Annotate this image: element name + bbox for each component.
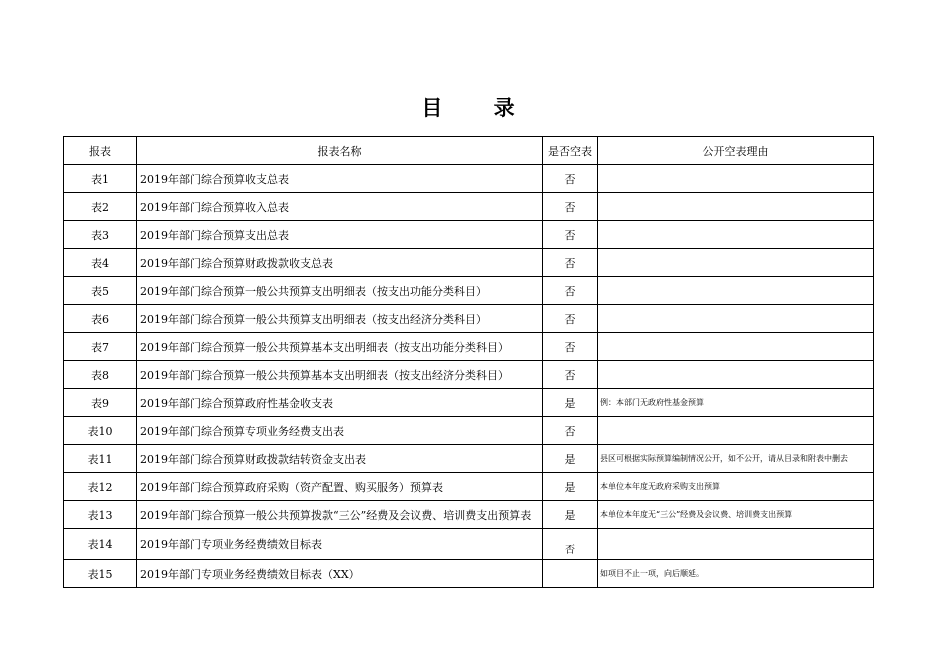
is-empty-cell: 否 — [543, 361, 598, 389]
report-name-cell: 2019年部门综合预算收入总表 — [137, 193, 543, 221]
report-name-cell: 2019年部门专项业务经费绩效目标表 — [137, 529, 543, 560]
report-name-cell: 2019年部门综合预算专项业务经费支出表 — [137, 417, 543, 445]
page-title: 目 录 — [421, 96, 537, 120]
report-id-cell: 表12 — [64, 473, 137, 501]
table-row — [64, 165, 874, 193]
reason-cell: 例：本部门无政府性基金预算 — [598, 389, 874, 417]
table-row — [64, 193, 874, 221]
reason-cell — [598, 249, 874, 277]
table-row — [64, 445, 874, 473]
reason-cell — [598, 417, 874, 445]
report-name-cell: 2019年部门综合预算支出总表 — [137, 221, 543, 249]
report-name-cell: 2019年部门综合预算政府采购（资产配置、购买服务）预算表 — [137, 473, 543, 501]
report-id-cell: 表1 — [64, 165, 137, 193]
is-empty-cell: 否 — [543, 529, 598, 560]
header-report-name: 报表名称 — [137, 137, 543, 165]
is-empty-cell: 否 — [543, 193, 598, 221]
report-name-cell: 2019年部门综合预算一般公共预算支出明细表（按支出经济分类科目） — [137, 305, 543, 333]
report-id-cell: 表3 — [64, 221, 137, 249]
reason-cell — [598, 333, 874, 361]
report-name-cell: 2019年部门综合预算政府性基金收支表 — [137, 389, 543, 417]
table-row — [64, 389, 874, 417]
table-row — [64, 333, 874, 361]
report-id-cell: 表10 — [64, 417, 137, 445]
report-id-cell: 表4 — [64, 249, 137, 277]
header-reason: 公开空表理由 — [598, 137, 874, 165]
report-id-cell: 表15 — [64, 560, 137, 588]
is-empty-cell: 否 — [543, 221, 598, 249]
report-id-cell: 表5 — [64, 277, 137, 305]
table-row — [64, 249, 874, 277]
is-empty-cell: 否 — [543, 277, 598, 305]
report-name-cell: 2019年部门综合预算一般公共预算基本支出明细表（按支出经济分类科目） — [137, 361, 543, 389]
report-name-cell: 2019年部门综合预算一般公共预算支出明细表（按支出功能分类科目） — [137, 277, 543, 305]
report-id-cell: 表13 — [64, 501, 137, 529]
report-name-cell: 2019年部门综合预算财政拨款收支总表 — [137, 249, 543, 277]
reason-cell — [598, 165, 874, 193]
table-row — [64, 529, 874, 560]
report-id-cell: 表2 — [64, 193, 137, 221]
report-id-cell: 表7 — [64, 333, 137, 361]
is-empty-cell: 是 — [543, 389, 598, 417]
reason-cell: 如项目不止一项，向后顺延。 — [598, 560, 874, 588]
report-name-cell: 2019年部门综合预算财政拨款结转资金支出表 — [137, 445, 543, 473]
report-name-cell: 2019年部门综合预算一般公共预算拨款“三公”经费及会议费、培训费支出预算表 — [137, 501, 543, 529]
is-empty-cell: 是 — [543, 501, 598, 529]
is-empty-cell — [543, 560, 598, 588]
table-row — [64, 361, 874, 389]
table-row — [64, 221, 874, 249]
table-row — [64, 560, 874, 588]
reason-cell: 本单位本年度无“三公”经费及会议费、培训费支出预算 — [598, 501, 874, 529]
reason-cell: 县区可根据实际预算编制情况公开，如不公开，请从目录和附表中删去 — [598, 445, 874, 473]
table-header-row — [64, 137, 874, 165]
report-name-cell: 2019年部门综合预算收支总表 — [137, 165, 543, 193]
table-row — [64, 277, 874, 305]
table-row — [64, 305, 874, 333]
is-empty-cell: 是 — [543, 473, 598, 501]
report-id-cell: 表9 — [64, 389, 137, 417]
reason-cell — [598, 277, 874, 305]
reason-cell — [598, 193, 874, 221]
table-row — [64, 417, 874, 445]
report-id-cell: 表11 — [64, 445, 137, 473]
reason-cell — [598, 361, 874, 389]
table-row — [64, 501, 874, 529]
report-id-cell: 表14 — [64, 529, 137, 560]
report-id-cell: 表8 — [64, 361, 137, 389]
header-is-empty: 是否空表 — [543, 137, 598, 165]
table-row — [64, 473, 874, 501]
is-empty-cell: 否 — [543, 417, 598, 445]
is-empty-cell: 是 — [543, 445, 598, 473]
is-empty-cell: 否 — [543, 249, 598, 277]
report-name-cell: 2019年部门综合预算一般公共预算基本支出明细表（按支出功能分类科目） — [137, 333, 543, 361]
catalog-table — [63, 136, 874, 588]
header-report-id: 报表 — [64, 137, 137, 165]
report-id-cell: 表6 — [64, 305, 137, 333]
is-empty-cell: 否 — [543, 333, 598, 361]
is-empty-cell: 否 — [543, 165, 598, 193]
reason-cell — [598, 221, 874, 249]
reason-cell: 本单位本年度无政府采购支出预算 — [598, 473, 874, 501]
reason-cell — [598, 529, 874, 560]
reason-cell — [598, 305, 874, 333]
report-name-cell: 2019年部门专项业务经费绩效目标表（XX） — [137, 560, 543, 588]
is-empty-cell: 否 — [543, 305, 598, 333]
